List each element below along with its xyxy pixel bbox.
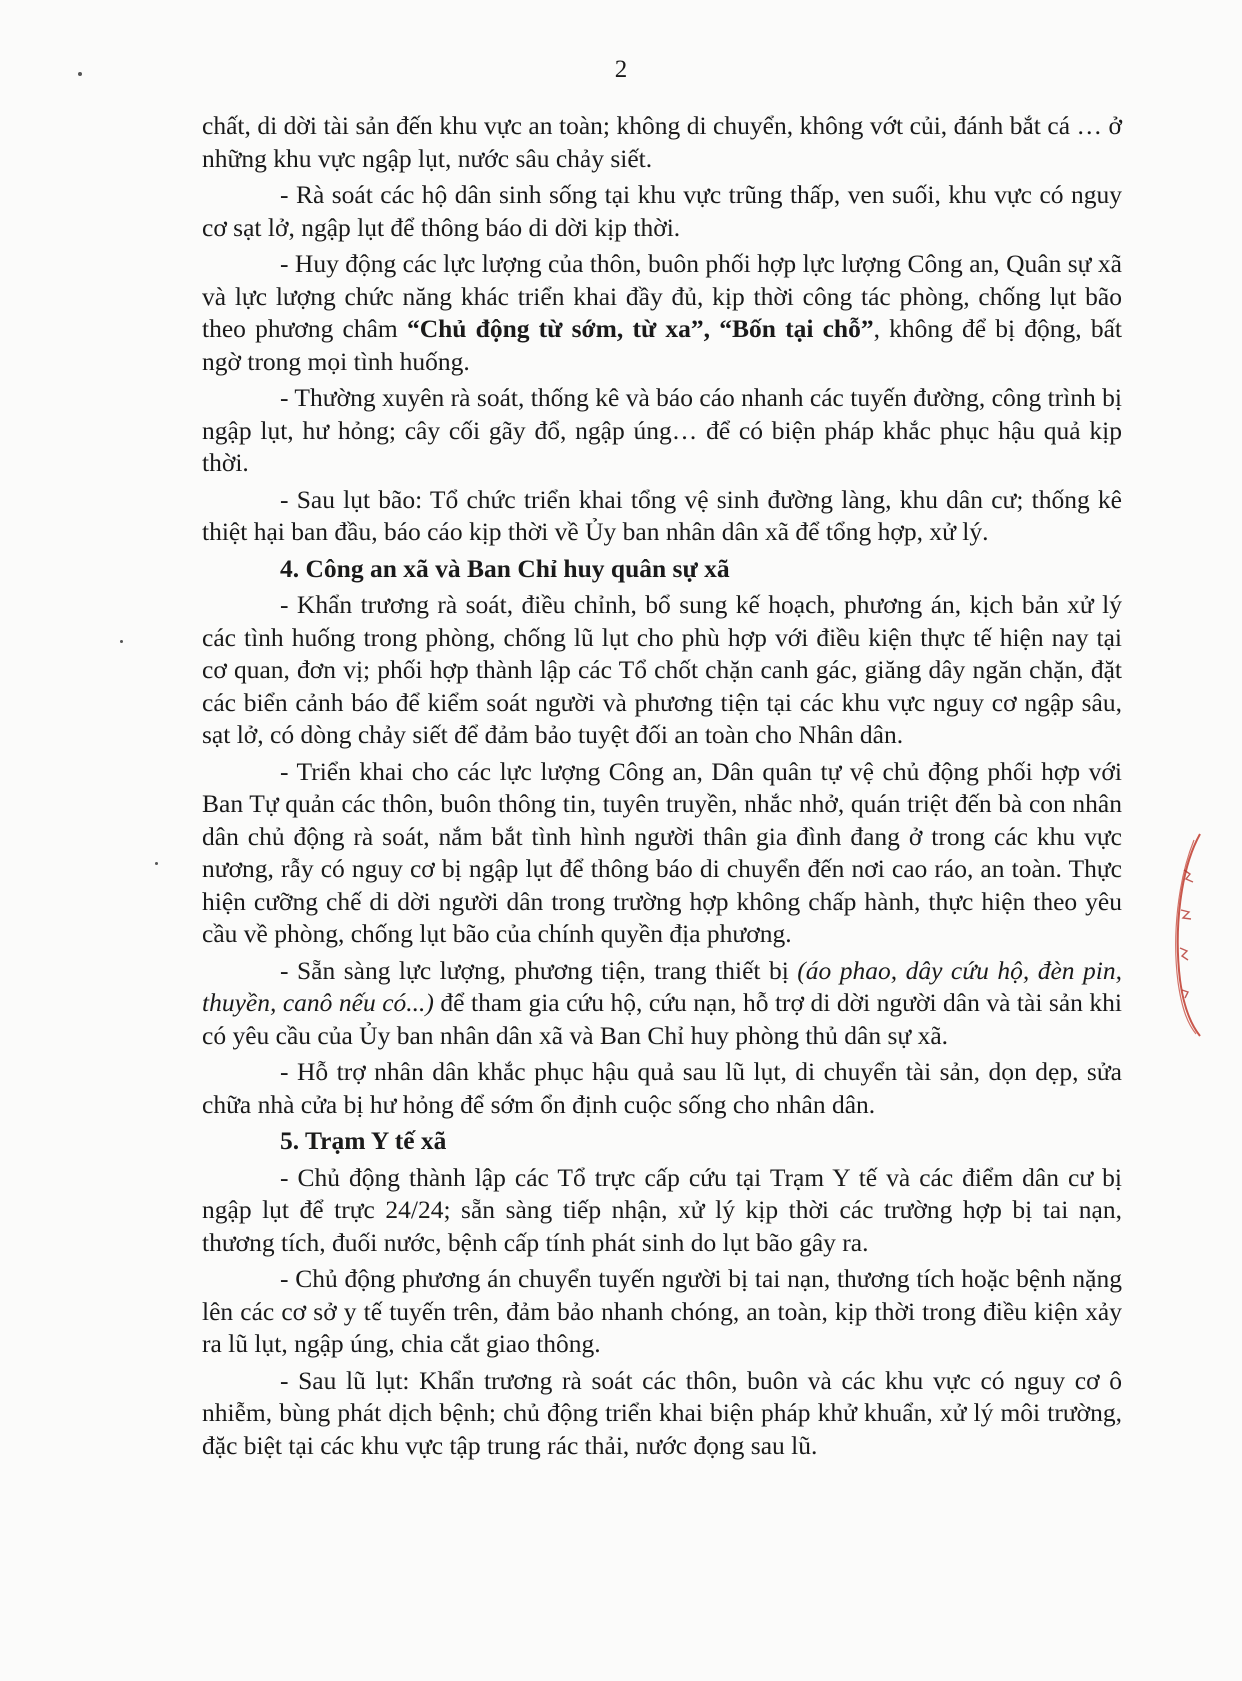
paragraph-after-storm: - Sau lụt bão: Tổ chức triển khai tổng vệ sinh đường làng, khu dân cư; thống kê thiệt hại ban đầu, báo cáo kịp thời về Ủy ban nhân dân xã để tổng hợp, xử lý. [202, 484, 1122, 546]
paragraph-continuation: chất, di dời tài sản đến khu vực an toàn; không di chuyển, không vớt củi, đánh bắt cá … ở những khu vực ngập lụt, nước sâu chảy siết. [202, 111, 1122, 173]
paragraph-after-flood-health: - Sau lũ lụt: Khẩn trương rà soát các thôn, buôn và các khu vực có nguy cơ ô nhiễm, bùng phát dịch bệnh; chủ động triển khai biện pháp khử khuẩn, xử lý môi trường, đặc biệt tại các khu vực tập trung rác thải, nước đọng sau lũ. [202, 1365, 1122, 1460]
paragraph-review-plans: - Khẩn trương rà soát, điều chỉnh, bổ sung kế hoạch, phương án, kịch bản xử lý các tình huống trong phòng, chống lũ lụt cho phù hợp với điều kiện thực tế hiện nay tại cơ quan, đơn vị; phối hợp thành lập các Tổ chốt chặn canh gác, giăng dây ngăn chặn, đặt các biển cảnh báo để kiểm soát người và phương tiện tại các khu vực nguy cơ ngập sâu, sạt lở, có dòng chảy siết để đảm bảo tuyệt đối an toàn cho Nhân dân. [202, 590, 1122, 749]
section-heading-health-station: 5. Trạm Y tế xã [280, 1126, 447, 1155]
paragraph-emergency-teams: - Chủ động thành lập các Tổ trực cấp cứu tại Trạm Y tế và các điểm dân cư bị ngập lụt để trực 24/24; sẵn sàng tiếp nhận, xử lý kịp thời các trường hợp bị tai nạn, thương tích, đuối nước, bệnh cấp tính phát sinh do lụt bão gây ra. [202, 1162, 1122, 1257]
paragraph-report-roads: - Thường xuyên rà soát, thống kê và báo cáo nhanh các tuyến đường, công trình bị ngập lụt, hư hỏng; cây cối gãy đổ, ngập úng… để có biện pháp khắc phục hậu quả kịp thời. [202, 383, 1122, 477]
paragraph-support-recovery: - Hỗ trợ nhân dân khắc phục hậu quả sau lũ lụt, di chuyển tài sản, dọn dẹp, sửa chữa nhà cửa bị hư hỏng để sớm ổn định cuộc sống cho nhân dân. [202, 1057, 1122, 1119]
seal-stamp-edge [1166, 830, 1204, 1040]
scan-speck [155, 862, 158, 865]
equipment-list: (áo phao, dây cứu hộ, đèn pin, thuyền, canô nếu có...) [202, 955, 1122, 1017]
page-number: 2 [614, 56, 628, 83]
paragraph-mobilize-forces: - Huy động các lực lượng của thôn, buôn phối hợp lực lượng Công an, Quân sự xã và lực lượng chức năng khác triển khai đầy đủ, kịp thời công tác phòng, chống lụt bão theo phương châm “Chủ động từ sớm, từ xa”, “Bốn tại chỗ”, không để bị động, bất ngờ trong mọi tình huống. [202, 249, 1122, 376]
paragraph-coordinate-forces: - Triển khai cho các lực lượng Công an, Dân quân tự vệ chủ động phối hợp với Ban Tự quản các thôn, buôn thông tin, tuyên truyền, nhắc nhở, quán triệt đến bà con nhân dân chủ động rà soát, nắm bắt tình hình người thân gia đình đang ở trong các khu vực nương, rẫy có nguy cơ bị ngập lụt để thông báo di chuyển đến nơi cao ráo, an toàn. Thực hiện cưỡng chế di dời người dân trong trường hợp không chấp hành, thực hiện theo yêu cầu về phòng, chống lụt bão của chính quyền địa phương. [202, 756, 1122, 948]
paragraph-transfer-plan: - Chủ động phương án chuyển tuyến người bị tai nạn, thương tích hoặc bệnh nặng lên các cơ sở y tế tuyến trên, đảm bảo nhanh chóng, an toàn, kịp thời trong điều kiện xảy ra lũ lụt, ngập úng, chia cắt giao thông. [202, 1264, 1122, 1358]
section-heading-police-military: 4. Công an xã và Ban Chỉ huy quân sự xã [280, 553, 730, 583]
paragraph-ready-equipment: - Sẵn sàng lực lượng, phương tiện, trang thiết bị (áo phao, dây cứu hộ, đèn pin, thuyền, canô nếu có...) để tham gia cứu hộ, cứu nạn, hỗ trợ di dời người dân và tài sản khi có yêu cầu của Ủy ban nhân dân xã và Ban Chỉ huy phòng thủ dân sự xã. [202, 955, 1122, 1050]
document-body [202, 110, 1122, 1466]
motto-text: “Chủ động từ sớm, từ xa”, “Bốn tại chỗ” [406, 314, 874, 343]
scan-speck [78, 72, 82, 76]
scan-speck [120, 640, 123, 643]
paragraph-survey-households: - Rà soát các hộ dân sinh sống tại khu vực trũng thấp, ven suối, khu vực có nguy cơ sạt lở, ngập lụt để thông báo di dời kịp thời. [202, 180, 1122, 242]
